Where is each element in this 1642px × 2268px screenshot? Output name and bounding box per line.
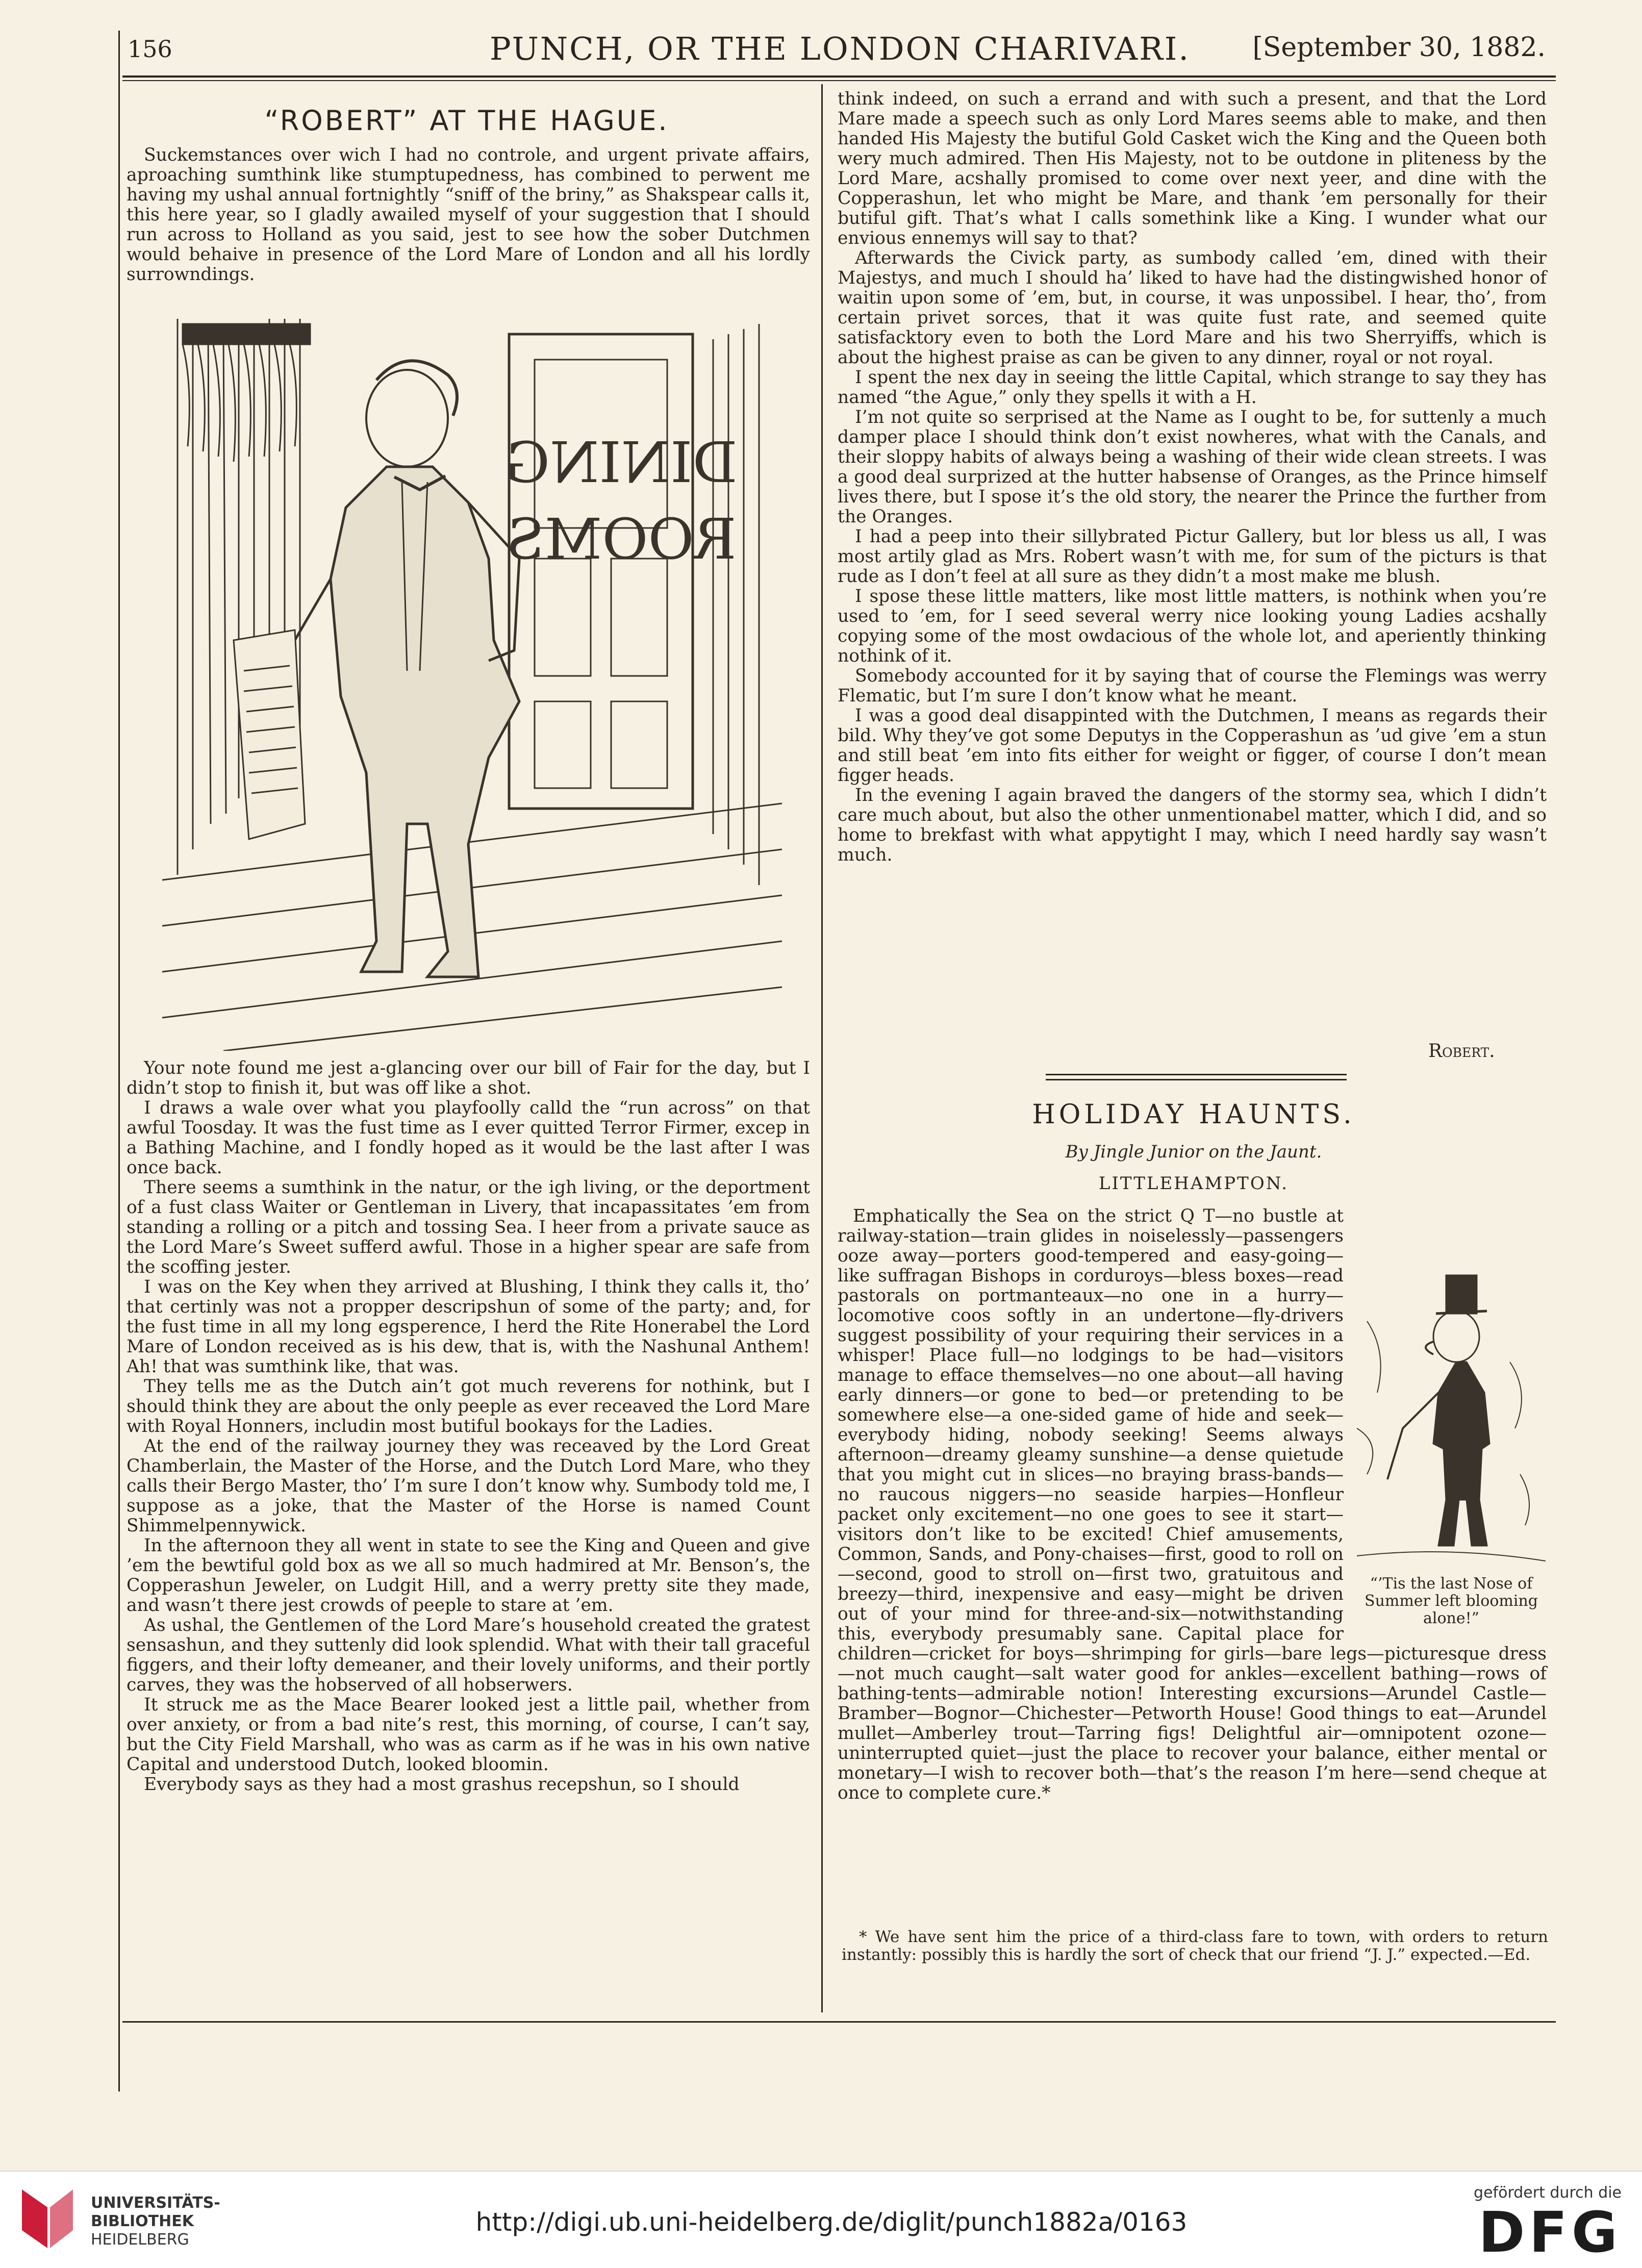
signature: Robert. (1428, 1041, 1495, 1062)
paragraph: I spose these little matters, like most little matters, is nothink when you’re used to ’em, for I seed several werry nice looking young Ladies acshally copying some of the most owdacious of the whole lot, and aperiently thinking nothink of it. (838, 586, 1547, 666)
left-column-border (118, 31, 120, 2091)
header-rule-bottom (122, 80, 1556, 81)
paragraph: I’m not quite so serprised at the Name as I ought to be, for suttenly a much damper place I should think don’t exist nowheres, what with the Canals, and their sloppy habits of always being a washing of their wide clean streets. I was a good deal surprized at the hutter habsense of Oranges, as the Prince himself lives there, but I spose it’s the old story, the nearer the Prince the further from the Oranges. (838, 407, 1547, 527)
paragraph: At the end of the railway journey they was receaved by the Lord Great Chamberlain, the Master of the Horse, and the Dutch Lord Mare, who they calls their Bergo Master, tho’ I’m sure I don’t know why. Sumbody told me, I suppose as a joke, that the Master of the Horse is named Count Shimmelpennywick. (127, 1436, 810, 1536)
footnote (842, 1928, 1548, 1964)
sponsor-label: gefördert durch die (1474, 2184, 1622, 2202)
masthead-title: PUNCH, OR THE LONDON CHARIVARI. (490, 30, 1191, 67)
paragraph: Everybody says as they had a most grashus recepshun, so I should (144, 1774, 740, 1795)
holiday-place: LITTLEHAMPTON. (1098, 1173, 1289, 1194)
paragraph: Afterwards the Civick party, as sumbody called ’em, dined with their Majestys, and much I should ha’ liked to have had the distingwished honor of waitin upon some of ’em, but, in course, it was unpossibel. I hear, tho’, from certain privet sorces, that it was quite fust rate, and seemed quite satisfacktory even to both the Lord Mare and his two Sherryiffs, which is about the highest praise as can be given to any dinner, royal or not royal. (838, 248, 1547, 368)
intro-text: Suckemstances over wich I had no controle, and urgent private affairs, aproaching sumthink like stumptupedness, has combined to perwent me having my ushal annual fortnightly “sniff of the briny,” as Shakspear calls it, this here year, so I gladly awailed myself of your suggestion that I should run across to Holland as you said, jest to see how the sober Dutchmen would behaive in presence of the Lord Mare of London and all his lordly surrowndings. (127, 145, 810, 285)
paragraph: Somebody accounted for it by saying that of course the Flemings was werry Flematic, but I’m sure I don’t know what he meant. (838, 666, 1547, 706)
institution-line-2: BIBLIOTHEK (91, 2212, 194, 2230)
paragraph: I had a peep into their sillybrated Pictur Gallery, but lor bless us all, I was most artily glad as Mrs. Robert wasn’t with me, for sum of the picturs is that rude as I don’t feel at all sure as they didn’t a most make me blush. (838, 526, 1547, 587)
right-column-robert (838, 89, 1547, 865)
paragraph-continued: think indeed, on such a errand and with such a present, and that the Lord Mare made a speech such as only Lord Mares seems able to make, and then handed His Majesty the butiful Gold Casket wich the King and the Queen both wery much admired. Then His Majesty, not to be outdone in pliteness by the Lord Mare, acshally promised to come over next yeer, and dine with the Copperashun, let who might be Mare, and thank ’em personally for their butiful gift. That’s what I calls somethink like a King. I wunder what our envious ennemys will say to that? (838, 89, 1547, 248)
separator-double-2 (1046, 1079, 1347, 1080)
running-header (122, 28, 1551, 74)
paragraph: As ushal, the Gentlemen of the Lord Mare’s household created the gratest sensashun, and they suttenly did look splendid. What with their tall graceful figgers, and their lofty demeaner, and their lovely uniforms, and their portly carves, they was the hobserved of all hobserwers. (127, 1615, 810, 1695)
column-divider (821, 84, 823, 2012)
holiday-byline: By Jingle Junior on the Jaunt. (1065, 1142, 1322, 1162)
footnote-text: * We have sent him the price of a third-class fare to town, with orders to return instantly: possibly this is hardly the sort of check that our friend “J. J.” expected.—Ed. (842, 1928, 1548, 1964)
illustration-gentleman (1357, 1260, 1546, 1566)
header-rule-top (122, 75, 1556, 78)
left-column-body (127, 1059, 810, 1795)
intro-paragraph (127, 145, 810, 285)
illustration-caption: “’Tis the last Nose of Summer left blooming alone!” (1365, 1575, 1538, 1627)
issue-date: [September 30, 1882. (1252, 32, 1546, 63)
paragraph: I spent the nex day in seeing the little Capital, which strange to say they has named “the Ague,” only they spells it with a H. (838, 367, 1547, 408)
institution-name (91, 2194, 220, 2249)
institution-line-3: HEIDELBERG (91, 2231, 189, 2249)
page-bottom-rule (122, 2021, 1556, 2023)
page-number: 156 (128, 35, 172, 63)
holiday-text-body: Emphatically the Sea on the strict Q T—no bustle at railway-station—train glides in noiselessly—passengers ooze away—porters good-tempered and easy-going—like suffragan Bishops in corduroys—bless boxes—read pastorals on portmanteaux—no one in a hurry—locomotive coos softly in an undertone—fly-drivers suggest possibility of your requiring their services in a whisper! Place full—no lodgings to be had—visitors manage to efface themselves—no one about—all having early dinners—or gone to bed—or pretending to be somewhere else—a one-sided game of hide and seek—everybody hiding, nobody seeking! Seems always afternoon—dreamy gleamy sunshine—a dense quietude that you might cut in slices—no braying brass-bands—no raucous niggers—no seaside harpies—Honfleur packet only excitement—no one goes to see it start—visitors don’t like to be excited! Chief amusements, Common, Sands, and Pony-chaises—first, good to roll on—second, good to stroll on—first two, gratuitous and breezy—third, inexpensive and easy—might be driven out of your mind for three-and-six—notwithstanding this, everybody presumably sane. Capital place for children—cricket for boys—shrimping for girls—bare legs—picturesque dress—not much caught—salt water good for ankles—excellent bathing—rows of bathing-tents—admirable notion! Interesting excursions—Arundel Castle—Bramber—Bognor—Chichester—Petworth House! Good things to eat—Arundel mullet—Amberley trout—Tarring figs! Delightful air—omnipotent ozone—uninterrupted quiet—just the place to recover your balance, either mental or monetary—I wish to recover both—that’s the reason I’m here—send cheque at once to complete cure.* (838, 1206, 1547, 1803)
paragraph: I draws a wale over what you playfoolly calld the “run across” on that awful Toosday. It was the fust time as I ever quitted Terror Firmer, excep in a Bathing Machine, and I fondly hoped as it would be the last after I was once back. (127, 1098, 810, 1178)
paragraph: There seems a sumthink in the natur, or the igh living, or the deportment of a fust class Waiter or Gentleman in Livery, that incapassitates ’em from standing a rolling or a pitch and tossing Sea. I heer from a private sauce as the Lord Mare’s Sweet sufferd awful. Those in a higher spear are safe from the scoffing jester. (127, 1177, 810, 1277)
illustration-waiter (162, 314, 782, 1051)
permalink-url[interactable]: http://digi.ub.uni-heidelberg.de/diglit/punch1882a/0163 (475, 2207, 1188, 2237)
dfg-logo[interactable]: DFG (1478, 2200, 1622, 2265)
paragraph: They tells me as the Dutch ain’t got much reverens for nothink, but I should think they are about the only peeple as ever receaved the Lord Mare with Royal Honners, includin most butiful bookays for the Ladies. (127, 1376, 810, 1437)
separator-double-1 (1046, 1074, 1347, 1075)
sign-line-1: DINING (505, 430, 738, 495)
paragraph: I was a good deal disappinted with the Dutchmen, I means as regards their bild. Why they’ve got some Deputys in the Copperashun as ’ud give ’em a stun and still beat ’em into fits either for weight or figger, of course I don’t mean figger heads. (838, 705, 1547, 786)
paragraph: In the evening I again braved the dangers of the stormy sea, which I didn’t care much about, but also the other unmentionabel matter, which I did, and so home to brekfast with what appytight I may, which I need hardly say wasn’t much. (838, 785, 1547, 865)
paragraph: I was on the Key when they arrived at Blushing, I think they calls it, tho’ that certinly was not a propper descripshun of some of the party; and, for the fust time in all my long egsperence, I herd the Rite Honerabel the Lord Mare of London received as is his dew, that is, with the Nashunal Anthem! Ah! that was sumthink like, that was. (127, 1277, 810, 1377)
paragraph: It struck me as the Mace Bearer looked jest a little pail, whether from over anxiety, or from a bad nite’s rest, this morning, of course, I can’t say, but the City Field Marshall, who was as carm as if he was in his own native Capital and understood Dutch, looked bloomin. (127, 1695, 810, 1775)
sign-line-2: ROOMS (506, 507, 737, 572)
institution-line-1: UNIVERSITÄTS- (91, 2194, 220, 2212)
paragraph: Your note found me jest a-glancing over our bill of Fair for the day, but I didn’t stop to finish it, but was off like a shot. (127, 1058, 810, 1098)
digitization-footer (0, 2171, 1642, 2268)
article-title: “ROBERT” AT THE HAGUE. (264, 105, 669, 137)
holiday-haunts-title: HOLIDAY HAUNTS. (1032, 1099, 1355, 1130)
paragraph: In the afternoon they all went in state to see the King and Queen and give ’em the bewtiful gold box as we all so much hadmired at Mr. Benson’s, the Copperashun Jeweler, on Ludgit Hill, and a werry pretty site they made, and wasn’t there jest crowds of peeple to stare at ’em. (127, 1535, 810, 1616)
university-library-logo[interactable] (19, 2187, 75, 2251)
